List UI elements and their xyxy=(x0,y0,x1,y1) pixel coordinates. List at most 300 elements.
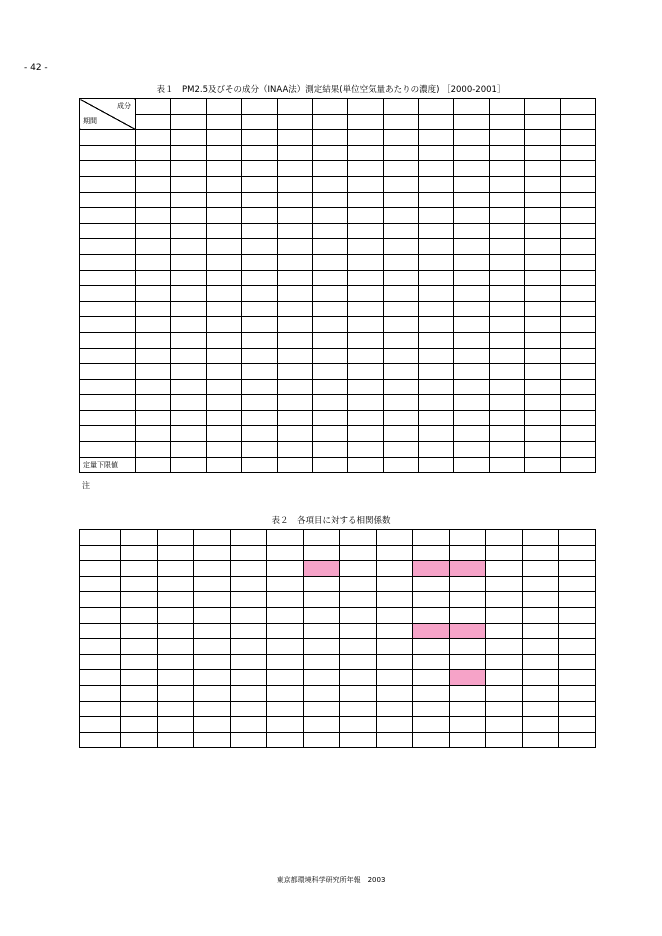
table-cell xyxy=(383,270,418,286)
table-cell xyxy=(348,192,383,208)
table-cell xyxy=(80,145,136,161)
table-cell xyxy=(348,301,383,317)
table-cell xyxy=(171,379,206,395)
table-cell xyxy=(454,348,489,364)
table-cell xyxy=(383,332,418,348)
table-cell xyxy=(559,670,596,686)
table-cell xyxy=(413,607,450,623)
table-cell xyxy=(267,717,304,733)
table-cell xyxy=(230,623,267,639)
page-footer: 東京都環境科学研究所年報 2003 xyxy=(276,876,386,884)
table-cell xyxy=(413,701,450,717)
table-cell xyxy=(121,545,158,561)
table-cell xyxy=(136,410,171,426)
table-cell xyxy=(312,332,347,348)
table-cell xyxy=(242,395,277,411)
table-cell xyxy=(383,286,418,302)
table-cell xyxy=(525,379,560,395)
table-cell xyxy=(242,239,277,255)
table-cell xyxy=(348,176,383,192)
table-cell xyxy=(80,239,136,255)
table-cell xyxy=(489,395,524,411)
table-row xyxy=(80,208,596,224)
table-cell xyxy=(194,717,231,733)
table-cell xyxy=(277,286,312,302)
table-cell xyxy=(80,192,136,208)
table-row xyxy=(80,254,596,270)
table-cell xyxy=(525,395,560,411)
table-cell xyxy=(525,457,560,473)
table-cell xyxy=(136,457,171,473)
table-cell xyxy=(489,270,524,286)
table1-header-cell xyxy=(560,99,596,115)
table-cell xyxy=(80,530,121,546)
table-cell xyxy=(489,145,524,161)
table-cell xyxy=(348,379,383,395)
table-cell xyxy=(242,410,277,426)
table-cell xyxy=(277,317,312,333)
table-cell xyxy=(340,670,377,686)
table-cell xyxy=(136,208,171,224)
table-cell xyxy=(559,701,596,717)
detection-limit-label: 定量下限値 xyxy=(80,457,136,473)
table-cell xyxy=(454,130,489,146)
table-cell xyxy=(312,364,347,380)
table-cell xyxy=(489,286,524,302)
table-cell xyxy=(419,301,454,317)
table-cell xyxy=(171,426,206,442)
table-cell xyxy=(80,576,121,592)
table-cell xyxy=(383,348,418,364)
table-cell xyxy=(525,192,560,208)
table-cell xyxy=(419,395,454,411)
table-row xyxy=(80,379,596,395)
table-cell xyxy=(242,301,277,317)
table-cell xyxy=(121,670,158,686)
table-cell xyxy=(242,192,277,208)
table-cell xyxy=(312,239,347,255)
table-cell xyxy=(525,223,560,239)
table-cell xyxy=(454,161,489,177)
table-cell xyxy=(303,592,340,608)
table1-subheader-cell xyxy=(560,114,596,130)
table-cell xyxy=(136,348,171,364)
table-cell xyxy=(454,395,489,411)
table-cell xyxy=(80,607,121,623)
table-cell xyxy=(303,545,340,561)
table-cell xyxy=(419,145,454,161)
table-cell xyxy=(194,576,231,592)
table-row xyxy=(80,410,596,426)
table-cell xyxy=(413,685,450,701)
table-cell xyxy=(454,442,489,458)
correlation-table xyxy=(79,529,596,748)
table-cell xyxy=(525,176,560,192)
table-cell xyxy=(449,732,486,748)
table-cell xyxy=(121,701,158,717)
table-cell xyxy=(171,457,206,473)
table-cell xyxy=(525,364,560,380)
table-cell xyxy=(522,592,559,608)
table-cell xyxy=(340,530,377,546)
table-cell xyxy=(454,317,489,333)
table-cell xyxy=(136,426,171,442)
table1-header-cell xyxy=(136,99,171,115)
table-cell xyxy=(454,457,489,473)
table-cell xyxy=(449,592,486,608)
table-cell xyxy=(171,239,206,255)
table-cell xyxy=(383,301,418,317)
table-cell xyxy=(413,592,450,608)
table-cell xyxy=(522,732,559,748)
table-cell xyxy=(559,545,596,561)
table-cell xyxy=(206,130,241,146)
table-cell xyxy=(230,561,267,577)
table-cell xyxy=(121,717,158,733)
table-cell xyxy=(230,717,267,733)
table-cell xyxy=(522,717,559,733)
table-cell xyxy=(312,286,347,302)
table-cell xyxy=(454,426,489,442)
table-cell xyxy=(230,639,267,655)
table1-caption: 表１ PM2.5及びその成分（INAA法）測定結果(単位空気量あたりの濃度) ［2000-2001］ xyxy=(156,85,506,95)
table-cell xyxy=(277,161,312,177)
table-cell xyxy=(413,717,450,733)
table-cell xyxy=(486,545,523,561)
table-cell xyxy=(525,130,560,146)
table-row xyxy=(80,426,596,442)
diagonal-header-cell xyxy=(80,99,136,130)
table-cell xyxy=(206,223,241,239)
table-cell xyxy=(525,254,560,270)
table-cell xyxy=(206,426,241,442)
table-cell xyxy=(486,639,523,655)
table-cell xyxy=(348,442,383,458)
table-cell xyxy=(522,639,559,655)
table-cell xyxy=(489,364,524,380)
table-cell xyxy=(136,286,171,302)
table-cell xyxy=(560,410,596,426)
table-cell xyxy=(383,457,418,473)
table-cell xyxy=(230,685,267,701)
table1-subheader-cell xyxy=(136,114,171,130)
table-cell xyxy=(242,317,277,333)
table-cell xyxy=(348,161,383,177)
table-cell xyxy=(449,717,486,733)
table-cell xyxy=(171,364,206,380)
table-row xyxy=(80,286,596,302)
table-cell xyxy=(230,576,267,592)
table-cell xyxy=(560,176,596,192)
table-row xyxy=(80,176,596,192)
table-cell xyxy=(376,701,413,717)
table-cell xyxy=(303,701,340,717)
table-cell xyxy=(242,145,277,161)
table-cell xyxy=(194,670,231,686)
table-row xyxy=(80,701,596,717)
highlighted-cell xyxy=(413,623,450,639)
table-cell xyxy=(419,270,454,286)
table-cell xyxy=(80,364,136,380)
table-cell xyxy=(419,332,454,348)
table-cell xyxy=(522,530,559,546)
detection-limit-row xyxy=(80,457,596,473)
table-cell xyxy=(348,223,383,239)
table-row xyxy=(80,317,596,333)
table-cell xyxy=(80,130,136,146)
table-cell xyxy=(449,576,486,592)
table-row xyxy=(80,654,596,670)
table-cell xyxy=(489,161,524,177)
table-cell xyxy=(303,639,340,655)
table-cell xyxy=(560,161,596,177)
table-cell xyxy=(136,442,171,458)
table-cell xyxy=(171,410,206,426)
table-cell xyxy=(267,654,304,670)
table-cell xyxy=(560,145,596,161)
table-cell xyxy=(348,348,383,364)
table-cell xyxy=(413,545,450,561)
table-cell xyxy=(312,379,347,395)
measurement-results-table xyxy=(79,98,596,473)
table-cell xyxy=(348,332,383,348)
table-cell xyxy=(449,701,486,717)
table-cell xyxy=(206,192,241,208)
table-row xyxy=(80,348,596,364)
table-cell xyxy=(419,176,454,192)
table-cell xyxy=(376,623,413,639)
table-cell xyxy=(489,379,524,395)
table1-subheader-row xyxy=(80,114,596,130)
table-cell xyxy=(80,426,136,442)
table-cell xyxy=(525,239,560,255)
table-cell xyxy=(312,192,347,208)
table-cell xyxy=(80,732,121,748)
table1-note: 注 xyxy=(82,481,90,490)
table-cell xyxy=(522,545,559,561)
table-cell xyxy=(454,286,489,302)
table-cell xyxy=(242,176,277,192)
table-cell xyxy=(206,348,241,364)
table-cell xyxy=(348,239,383,255)
table-row xyxy=(80,561,596,577)
table2-caption: 表２ 各項目に対する相関係数 xyxy=(271,516,391,526)
table-cell xyxy=(449,639,486,655)
table-cell xyxy=(171,395,206,411)
highlighted-cell xyxy=(449,623,486,639)
table-cell xyxy=(560,270,596,286)
table-cell xyxy=(525,426,560,442)
table-cell xyxy=(277,208,312,224)
table-cell xyxy=(340,639,377,655)
table-cell xyxy=(121,623,158,639)
table-cell xyxy=(560,395,596,411)
table-cell xyxy=(559,607,596,623)
table-cell xyxy=(560,379,596,395)
table-cell xyxy=(277,332,312,348)
table-cell xyxy=(559,639,596,655)
table-row xyxy=(80,592,596,608)
table-cell xyxy=(194,654,231,670)
table-cell xyxy=(267,592,304,608)
table-cell xyxy=(312,410,347,426)
table-cell xyxy=(303,654,340,670)
table-cell xyxy=(230,530,267,546)
table-cell xyxy=(267,576,304,592)
table-cell xyxy=(522,685,559,701)
table-cell xyxy=(171,192,206,208)
table-cell xyxy=(230,654,267,670)
table-cell xyxy=(376,592,413,608)
table-cell xyxy=(206,317,241,333)
table-cell xyxy=(303,623,340,639)
table-cell xyxy=(312,208,347,224)
table-cell xyxy=(449,607,486,623)
table-cell xyxy=(419,208,454,224)
table-cell xyxy=(171,301,206,317)
table-cell xyxy=(525,317,560,333)
table-cell xyxy=(242,364,277,380)
table-cell xyxy=(277,364,312,380)
table-cell xyxy=(419,442,454,458)
table-cell xyxy=(454,192,489,208)
table-cell xyxy=(454,176,489,192)
table-cell xyxy=(136,239,171,255)
table-cell xyxy=(348,410,383,426)
table-cell xyxy=(171,223,206,239)
table-cell xyxy=(277,348,312,364)
table-cell xyxy=(136,317,171,333)
table-cell xyxy=(157,717,194,733)
table-cell xyxy=(80,348,136,364)
table-cell xyxy=(559,732,596,748)
table-row xyxy=(80,364,596,380)
table-cell xyxy=(525,410,560,426)
table-cell xyxy=(525,286,560,302)
table-cell xyxy=(312,348,347,364)
table-cell xyxy=(376,561,413,577)
table1-subheader-cell xyxy=(277,114,312,130)
table-cell xyxy=(230,701,267,717)
table-cell xyxy=(136,192,171,208)
table-cell xyxy=(206,270,241,286)
table1-subheader-cell xyxy=(419,114,454,130)
table-cell xyxy=(486,576,523,592)
table-cell xyxy=(383,364,418,380)
table-cell xyxy=(383,239,418,255)
header-period-label: 期間 xyxy=(83,117,97,126)
table1-header-cell xyxy=(277,99,312,115)
table-cell xyxy=(413,576,450,592)
table-cell xyxy=(419,286,454,302)
table-cell xyxy=(486,623,523,639)
table-cell xyxy=(348,254,383,270)
table-cell xyxy=(121,530,158,546)
table-row xyxy=(80,161,596,177)
table-cell xyxy=(560,301,596,317)
table-cell xyxy=(454,301,489,317)
table-cell xyxy=(560,254,596,270)
table1-subheader-cell xyxy=(242,114,277,130)
table-cell xyxy=(277,254,312,270)
table-cell xyxy=(194,732,231,748)
table-cell xyxy=(121,576,158,592)
table-cell xyxy=(157,685,194,701)
table-cell xyxy=(267,561,304,577)
table-cell xyxy=(171,442,206,458)
table-cell xyxy=(348,426,383,442)
table-cell xyxy=(206,239,241,255)
table-cell xyxy=(80,561,121,577)
table-cell xyxy=(489,426,524,442)
table-cell xyxy=(194,623,231,639)
table-cell xyxy=(242,270,277,286)
table-cell xyxy=(560,192,596,208)
table-cell xyxy=(136,145,171,161)
table-cell xyxy=(383,254,418,270)
table1-subheader-cell xyxy=(171,114,206,130)
table-cell xyxy=(454,223,489,239)
table-cell xyxy=(525,442,560,458)
table-cell xyxy=(157,576,194,592)
header-component-label: 成分 xyxy=(117,102,131,110)
table-cell xyxy=(171,254,206,270)
table-cell xyxy=(489,317,524,333)
table-cell xyxy=(348,130,383,146)
table-row xyxy=(80,607,596,623)
table-cell xyxy=(454,270,489,286)
table-cell xyxy=(312,270,347,286)
table-cell xyxy=(157,607,194,623)
table-cell xyxy=(489,176,524,192)
table-cell xyxy=(80,317,136,333)
table-cell xyxy=(171,270,206,286)
table-cell xyxy=(230,592,267,608)
table-cell xyxy=(376,654,413,670)
table-cell xyxy=(560,442,596,458)
table-cell xyxy=(80,286,136,302)
table-cell xyxy=(525,145,560,161)
table-cell xyxy=(348,145,383,161)
table-cell xyxy=(136,254,171,270)
table-cell xyxy=(489,208,524,224)
table1-subheader-cell xyxy=(348,114,383,130)
table-cell xyxy=(242,457,277,473)
table-cell xyxy=(312,442,347,458)
table-cell xyxy=(312,395,347,411)
table-cell xyxy=(340,717,377,733)
table-cell xyxy=(525,332,560,348)
table-cell xyxy=(80,442,136,458)
table-cell xyxy=(242,254,277,270)
table-cell xyxy=(194,607,231,623)
table-cell xyxy=(376,607,413,623)
table-cell xyxy=(80,654,121,670)
table-cell xyxy=(242,286,277,302)
table-cell xyxy=(206,442,241,458)
table-cell xyxy=(206,364,241,380)
table1-header-cell xyxy=(525,99,560,115)
table-cell xyxy=(206,208,241,224)
table-cell xyxy=(136,270,171,286)
table-cell xyxy=(559,530,596,546)
table-cell xyxy=(277,223,312,239)
table-cell xyxy=(171,130,206,146)
table-cell xyxy=(277,410,312,426)
table-cell xyxy=(206,176,241,192)
table-row xyxy=(80,717,596,733)
table-cell xyxy=(560,130,596,146)
